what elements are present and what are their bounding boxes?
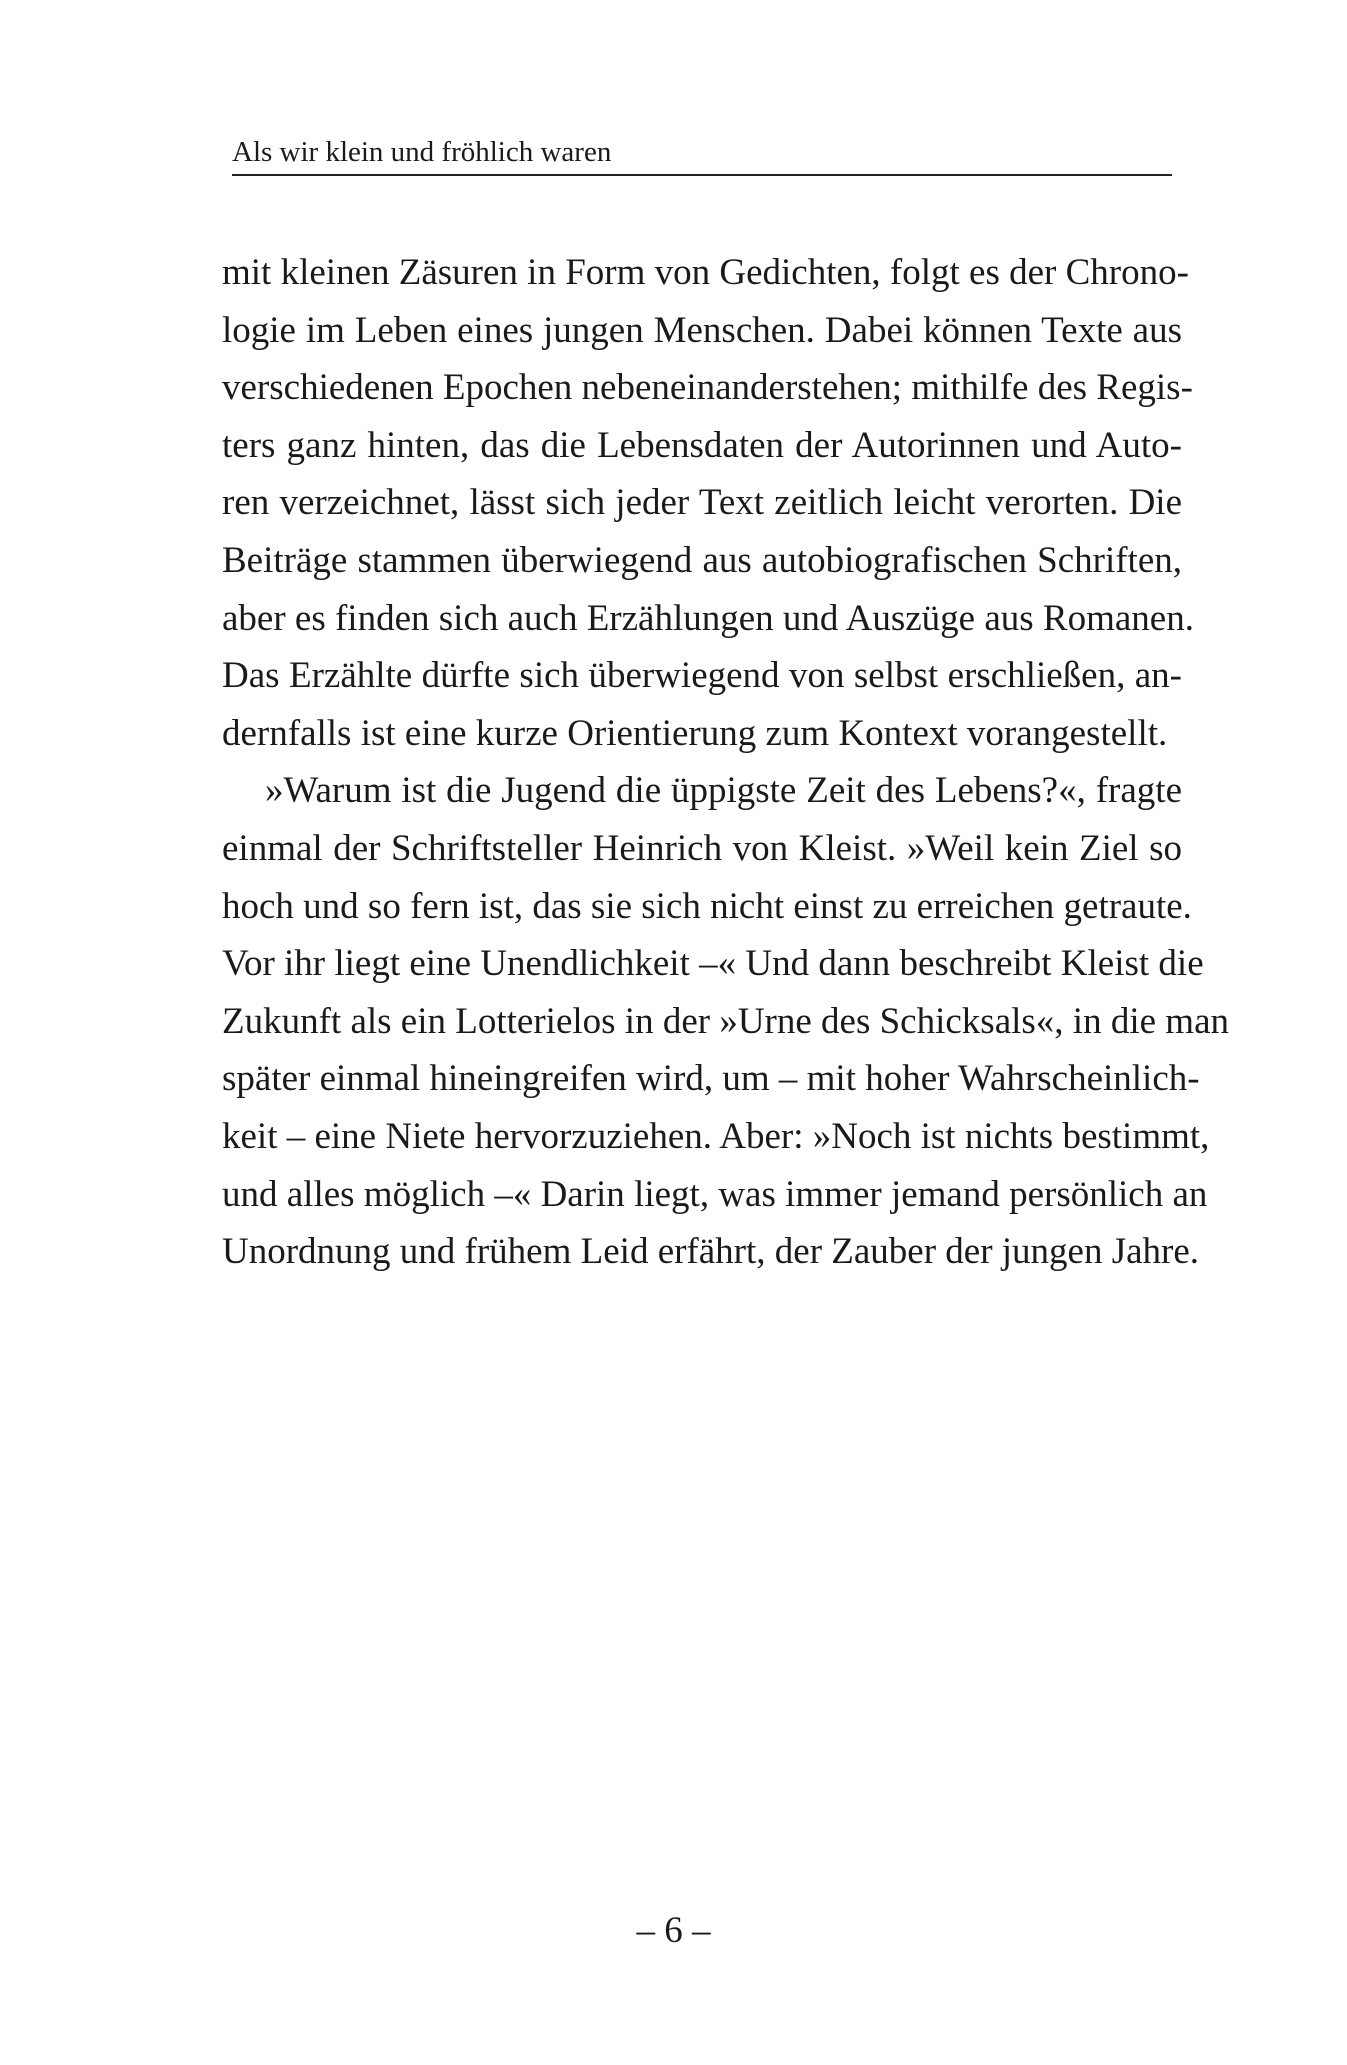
- text-line: logie im Leben eines jungen Menschen. Dabei können Texte aus: [222, 309, 1182, 351]
- text-line: mit kleinen Zäsuren in Form von Gedichten, folgt es der Chrono-: [222, 252, 1189, 293]
- text-line: später einmal hineingreifen wird, um – mit hoher Wahrscheinlich-: [222, 1058, 1200, 1100]
- body-text: [222, 244, 1229, 1281]
- text-line: Zukunft als ein Lotterielos in der »Urne des Schicksals«, in die man: [222, 1000, 1229, 1042]
- text-line: keit – eine Niete hervorzuziehen. Aber: »Noch ist nichts bestimmt,: [222, 1115, 1210, 1157]
- running-header: [232, 130, 1172, 176]
- text-line: Unordnung und frühem Leid erfährt, der Zauber der jungen Jahre.: [222, 1231, 1200, 1273]
- text-line: »Warum ist die Jugend die üppigste Zeit des Lebens?«, fragte: [265, 770, 1182, 812]
- running-header-title: Als wir klein und fröhlich waren: [232, 136, 612, 168]
- text-line: und alles möglich –« Darin liegt, was immer jemand persönlich an: [222, 1173, 1208, 1215]
- text-line: dernfalls ist eine kurze Orientierung zum Kontext vorangestellt.: [222, 712, 1168, 754]
- text-line: hoch und so fern ist, das sie sich nicht einst zu erreichen getraute.: [222, 885, 1192, 927]
- paragraph-1: [222, 244, 1194, 762]
- text-line: verschiedenen Epochen nebeneinanderstehen; mithilfe des Regis-: [222, 367, 1193, 409]
- text-line: ren verzeichnet, lässt sich jeder Text zeitlich leicht verorten. Die: [222, 482, 1182, 524]
- text-line: ters ganz hinten, das die Lebensdaten der Autorinnen und Auto-: [222, 424, 1182, 466]
- text-line: aber es finden sich auch Erzählungen und Auszüge aus Romanen.: [222, 597, 1194, 639]
- paragraph-2: [222, 762, 1229, 1280]
- page-number: – 6 –: [636, 1910, 711, 1951]
- text-line: einmal der Schriftsteller Heinrich von Kleist. »Weil kein Ziel so: [222, 827, 1182, 869]
- text-line: Vor ihr liegt eine Unendlichkeit –« Und dann beschreibt Kleist die: [222, 943, 1204, 985]
- text-line: Beiträge stammen überwiegend aus autobiografischen Schriften,: [222, 539, 1182, 581]
- text-line: Das Erzählte dürfte sich überwiegend von selbst erschließen, an-: [222, 655, 1182, 697]
